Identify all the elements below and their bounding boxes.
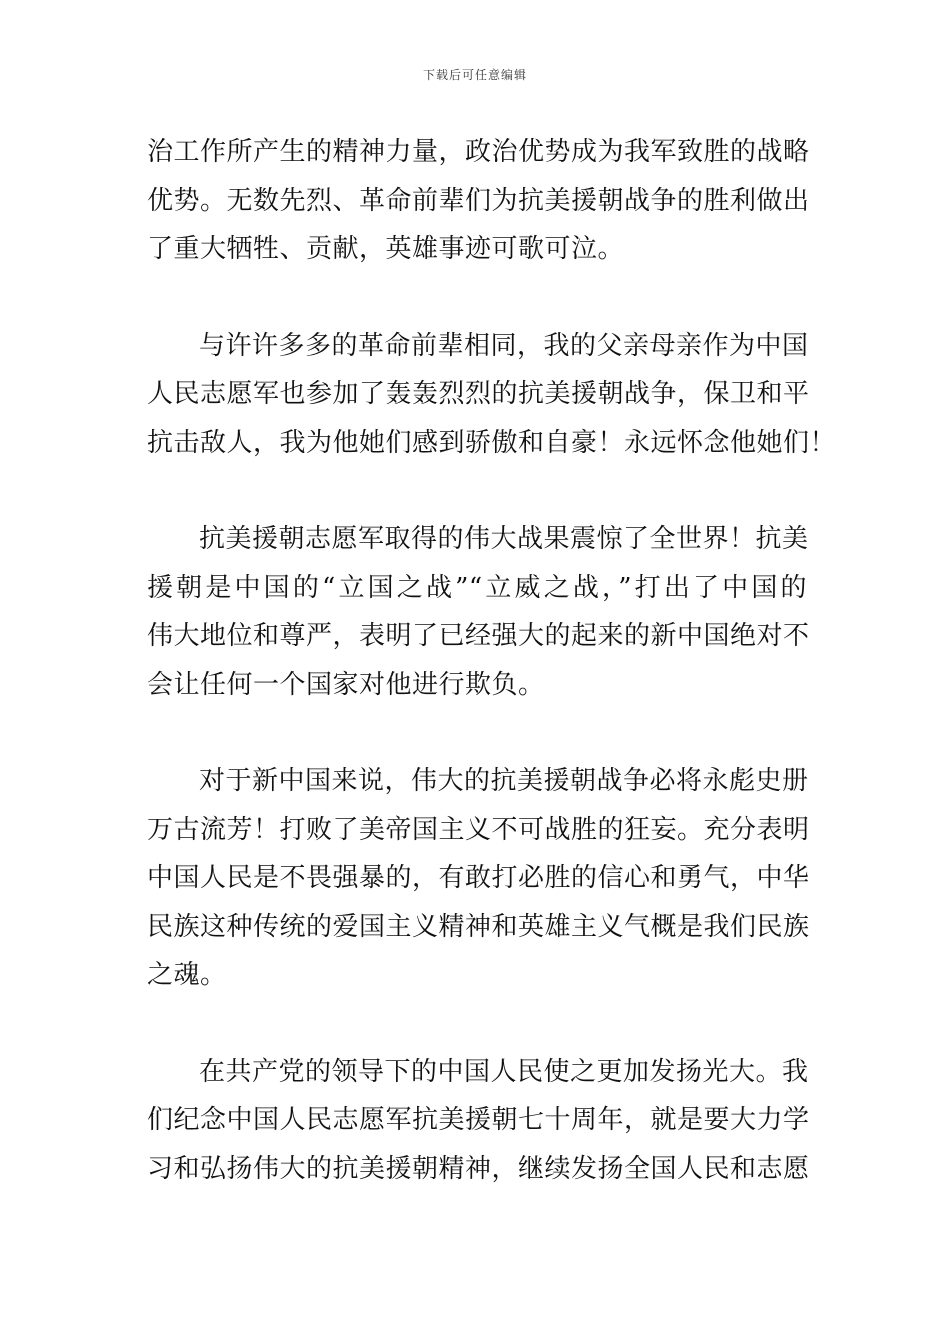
paragraph-line: 抗美援朝志愿军取得的伟大战果震惊了全世界！抗美 — [199, 524, 809, 554]
paragraph-line: 民族这种传统的爱国主义精神和英雄主义气概是我们民族 — [147, 911, 810, 942]
paragraph-line: 中国人民是不畏强暴的，有敢打必胜的信心和勇气，中华 — [147, 863, 810, 893]
document-body — [147, 128, 837, 1241]
paragraph-line: 之魂。 — [147, 960, 227, 990]
paragraph-line: 了重大牺牲、贡献，英雄事迹可歌可泣。 — [147, 234, 625, 264]
paragraph-5 — [147, 1048, 810, 1194]
paragraph-4 — [147, 757, 810, 1000]
paragraph-line: 与许许多多的革命前辈相同，我的父亲母亲作为中国 — [199, 330, 809, 361]
paragraph-line: 伟大地位和尊严，表明了已经强大的起来的新中国绝对不 — [147, 621, 810, 651]
paragraph-line: 优势。无数先烈、革命前辈们为抗美援朝战争的胜利做出 — [147, 185, 810, 216]
paragraph-line: 治工作所产生的精神力量，政治优势成为我军致胜的战略 — [147, 137, 810, 167]
paragraph-line: 抗击敌人，我为他她们感到骄傲和自豪！永远怀念他她们！ — [147, 427, 837, 458]
paragraph-1 — [147, 128, 810, 274]
paragraph-line: 们纪念中国人民志愿军抗美援朝七十周年，就是要大力学 — [147, 1105, 810, 1135]
paragraph-line: 会让任何一个国家对他进行欺负。 — [147, 669, 545, 700]
paragraph-line: 习和弘扬伟大的抗美援朝精神，继续发扬全国人民和志愿 — [147, 1153, 810, 1184]
paragraph-3 — [147, 515, 810, 709]
paragraph-line: 在共产党的领导下的中国人民使之更加发扬光大。我 — [199, 1056, 809, 1087]
header-note: 下载后可任意编辑 — [422, 68, 527, 82]
paragraph-line: 援朝是中国的“立国之战”“立威之战，”打出了中国的 — [147, 572, 807, 603]
paragraph-2 — [147, 322, 837, 468]
paragraph-line: 万古流芳！打败了美帝国主义不可战胜的狂妄。充分表明 — [147, 814, 810, 845]
paragraph-line: 对于新中国来说，伟大的抗美援朝战争必将永彪史册 — [199, 766, 809, 796]
paragraph-line: 人民志愿军也参加了轰轰烈烈的抗美援朝战争，保卫和平 — [147, 379, 810, 409]
